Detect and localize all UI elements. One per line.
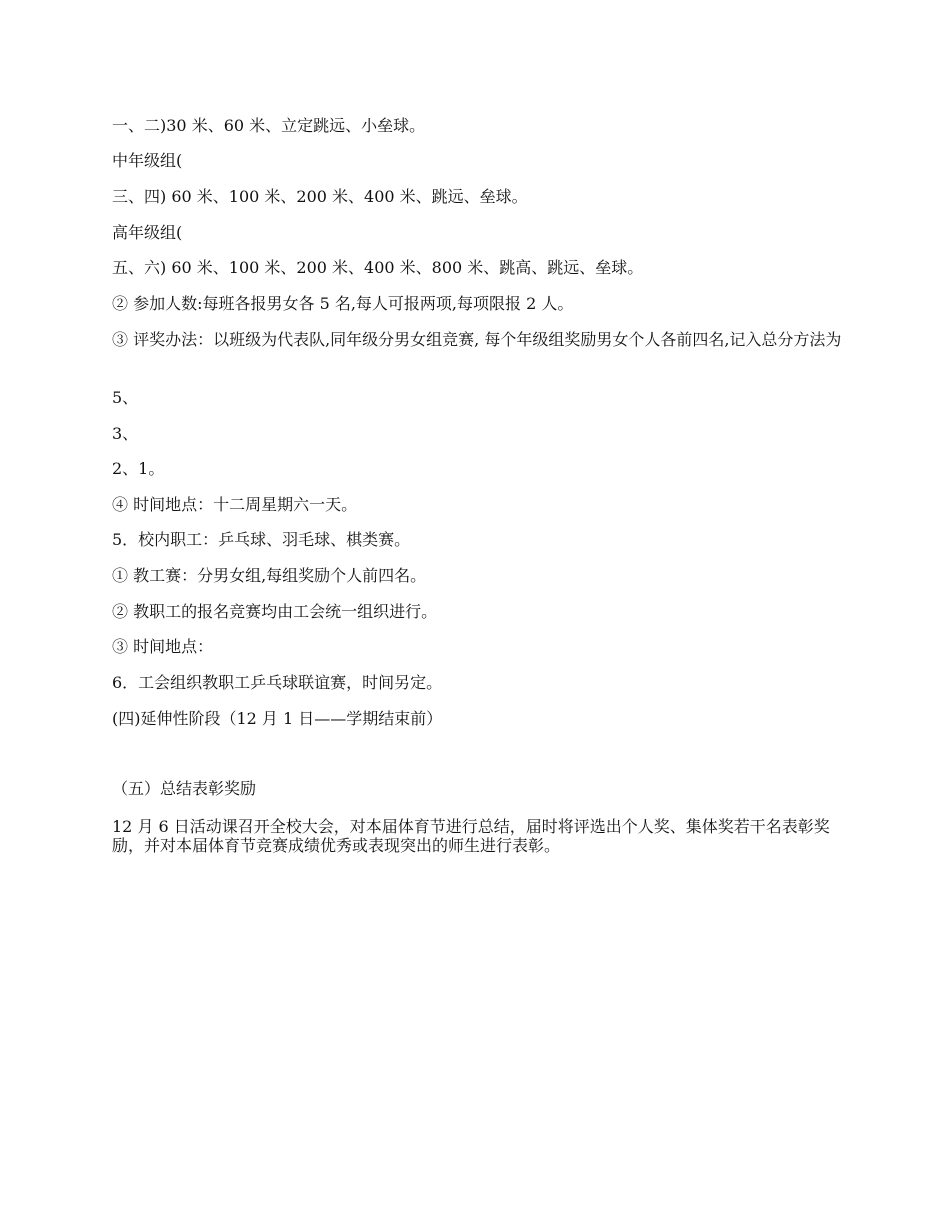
text-line-7: ③ 评奖办法：以班级为代表队,同年级分男女组竞赛, 每个年级组奖励男女个人各前四名,记入总分方法为 [112,330,842,349]
text-line-6: ② 参加人数:每班各报男女各 5 名,每人可报两项,每项限报 2 人。 [112,294,574,313]
text-line-12: 5．校内职工：乒乓球、羽毛球、棋类赛。 [112,530,411,549]
text-line-5: 五、六) 60 米、100 米、200 米、400 米、800 米、跳高、跳远、垒球。 [112,258,644,277]
text-line-9: 3、 [112,424,139,443]
section-heading-extension: (四)延伸性阶段（12 月 1 日——学期结束前） [112,709,443,728]
text-line-3: 三、四) 60 米、100 米、200 米、400 米、跳远、垒球。 [112,187,528,206]
text-line-15: ③ 时间地点： [112,637,214,656]
text-line-11: ④ 时间地点：十二周星期六一天。 [112,495,358,514]
text-line-2: 中年级组( [112,151,183,170]
text-line-13: ① 教工赛：分男女组,每组奖励个人前四名。 [112,566,427,585]
text-line-16: 6．工会组织教职工乒乓球联谊赛，时间另定。 [112,673,443,692]
text-line-1: 一、二)30 米、60 米、立定跳远、小垒球。 [112,116,426,135]
text-line-8: 5、 [112,388,139,407]
text-line-10: 2、1。 [112,459,165,478]
text-line-4: 高年级组( [112,223,183,242]
section-heading-summary: （五）总结表彰奖励 [112,779,257,798]
text-line-14: ② 教职工的报名竞赛均由工会统一组织进行。 [112,602,438,621]
summary-paragraph: 12 月 6 日活动课召开全校大会，对本届体育节进行总结，届时将评选出个人奖、集体奖若干名表彰奖励，并对本届体育节竞赛成绩优秀或表现突出的师生进行表彰。 [112,817,830,855]
